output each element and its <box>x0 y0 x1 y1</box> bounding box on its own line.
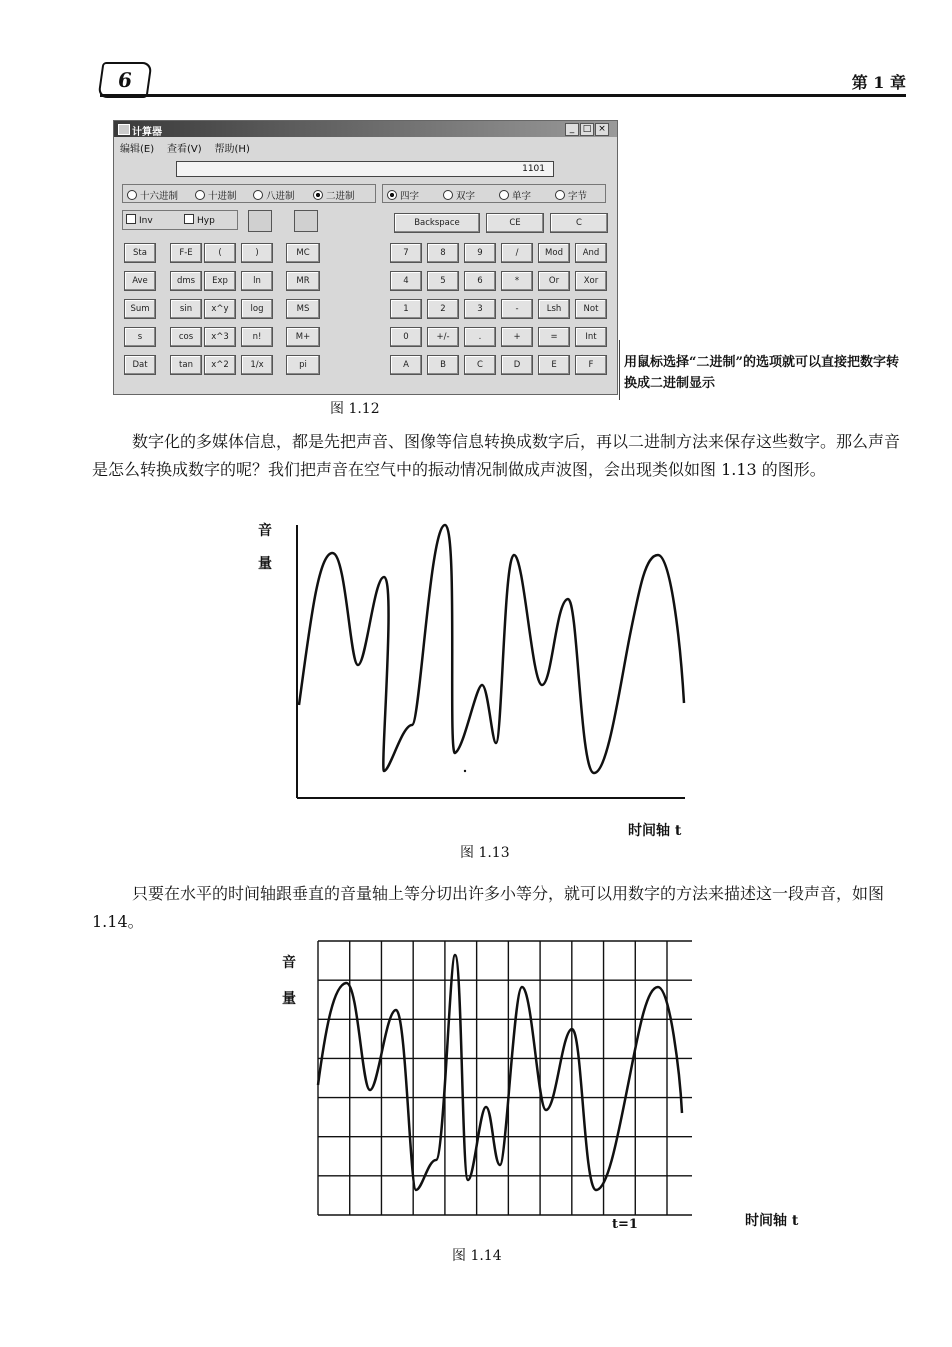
key-4[interactable]: 4 <box>390 271 422 291</box>
key-sin[interactable]: sin <box>170 299 202 319</box>
key-5[interactable]: 5 <box>427 271 459 291</box>
key-[interactable]: ( <box>204 243 236 263</box>
backspace-button[interactable]: Backspace <box>394 213 480 233</box>
c-button[interactable]: C <box>550 213 608 233</box>
key-ave[interactable]: Ave <box>124 271 156 291</box>
key-n[interactable]: n! <box>241 327 273 347</box>
radio-dec[interactable]: 十进制 <box>195 188 237 202</box>
key-and[interactable]: And <box>575 243 607 263</box>
figure-1-14-caption: 图 1.14 <box>452 1248 502 1264</box>
key-s[interactable]: s <box>124 327 156 347</box>
radio-byte[interactable]: 字节 <box>555 188 587 202</box>
key-sign[interactable]: +/- <box>427 327 459 347</box>
key-tan[interactable]: tan <box>170 355 202 375</box>
paragraph-1: 数字化的多媒体信息，都是先把声音、图像等信息转换成数字后，再以二进制方法来保存这些数字。那么声音是怎么转换成数字的呢？我们把声音在空气中的振动情况制做成声波图，会出现类似如图 1.13 的图形。 <box>92 432 901 479</box>
calculator-window <box>113 120 618 395</box>
calculator-titlebar <box>114 121 617 137</box>
key-pi[interactable]: pi <box>286 355 320 375</box>
checkbox-inv[interactable]: Inv <box>126 214 153 226</box>
key-or[interactable]: Or <box>538 271 570 291</box>
radio-word[interactable]: 单字 <box>499 188 531 202</box>
key-x-2[interactable]: x^2 <box>204 355 236 375</box>
fig14-xlabel: 时间轴 t <box>745 1213 799 1229</box>
key-b[interactable]: B <box>427 355 459 375</box>
calculator-app-icon <box>118 124 130 135</box>
key-multiply[interactable]: * <box>501 271 533 291</box>
key-3[interactable]: 3 <box>464 299 496 319</box>
fig14-ylabel-1: 音 <box>282 955 296 971</box>
key-2[interactable]: 2 <box>427 299 459 319</box>
close-button[interactable]: × <box>595 123 609 136</box>
fig14-grid <box>318 941 692 1215</box>
ce-button[interactable]: CE <box>486 213 544 233</box>
key-d[interactable]: D <box>501 355 533 375</box>
menu-view[interactable]: 查看(V) <box>167 144 202 155</box>
key-decimal[interactable]: . <box>464 327 496 347</box>
key-[interactable]: ) <box>241 243 273 263</box>
calculator-title: 计算器 <box>132 127 162 138</box>
key-x-y[interactable]: x^y <box>204 299 236 319</box>
key-plus[interactable]: + <box>501 327 533 347</box>
key-9[interactable]: 9 <box>464 243 496 263</box>
minimize-button[interactable]: _ <box>565 123 579 136</box>
key-int[interactable]: Int <box>575 327 607 347</box>
radio-oct[interactable]: 八进制 <box>253 188 295 202</box>
calculator-menubar <box>120 140 260 155</box>
key-1-x[interactable]: 1/x <box>241 355 273 375</box>
word-radio-group <box>382 184 606 203</box>
key-m[interactable]: M+ <box>286 327 320 347</box>
key-0[interactable]: 0 <box>390 327 422 347</box>
note-divider <box>619 340 620 400</box>
key-xor[interactable]: Xor <box>575 271 607 291</box>
memory-indicator <box>294 210 318 232</box>
key-c[interactable]: C <box>464 355 496 375</box>
key-ms[interactable]: MS <box>286 299 320 319</box>
figure-1-14-sampled-wave <box>300 935 700 1220</box>
key-sum[interactable]: Sum <box>124 299 156 319</box>
fig14-tick-label: t=1 <box>612 1217 638 1232</box>
fig14-ylabel-2: 量 <box>282 991 296 1007</box>
fig13-ylabel-1: 音 <box>258 523 272 539</box>
key-1[interactable]: 1 <box>390 299 422 319</box>
key-mc[interactable]: MC <box>286 243 320 263</box>
key-dat[interactable]: Dat <box>124 355 156 375</box>
key-dms[interactable]: dms <box>170 271 202 291</box>
maximize-button[interactable]: □ <box>580 123 594 136</box>
key-e[interactable]: E <box>538 355 570 375</box>
fig13-xlabel: 时间轴 t <box>628 823 682 839</box>
calculator-display: 1101 <box>176 161 554 177</box>
key-exp[interactable]: Exp <box>204 271 236 291</box>
key-f-e[interactable]: F-E <box>170 243 202 263</box>
header-rule <box>100 94 906 97</box>
key-equals[interactable]: = <box>538 327 570 347</box>
key-6[interactable]: 6 <box>464 271 496 291</box>
key-divide[interactable]: / <box>501 243 533 263</box>
key-x-3[interactable]: x^3 <box>204 327 236 347</box>
radio-qword[interactable]: 四字 <box>387 188 419 202</box>
figure-1-13-caption: 图 1.13 <box>460 845 510 861</box>
menu-edit[interactable]: 编辑(E) <box>120 144 155 155</box>
key-7[interactable]: 7 <box>390 243 422 263</box>
fig13-waveform <box>299 525 684 773</box>
radio-bin[interactable]: 二进制 <box>313 188 355 202</box>
key-ln[interactable]: ln <box>241 271 273 291</box>
fig13-ylabel-2: 量 <box>258 556 272 572</box>
paragraph-2: 只要在水平的时间轴跟垂直的音量轴上等分切出许多小等分，就可以用数字的方法来描述这一段声音，如图 1.14。 <box>92 884 885 931</box>
key-lsh[interactable]: Lsh <box>538 299 570 319</box>
figure-1-12-caption: 图 1.12 <box>330 401 380 417</box>
page-number: 6 <box>97 62 152 98</box>
figure-1-12-note: 用鼠标选择“二进制”的选项就可以直接把数字转换成二进制显示 <box>624 355 899 391</box>
radio-dword[interactable]: 双字 <box>443 188 475 202</box>
fig14-waveform <box>318 955 682 1190</box>
key-cos[interactable]: cos <box>170 327 202 347</box>
key-mr[interactable]: MR <box>286 271 320 291</box>
fig13-speck <box>464 770 466 772</box>
key-f[interactable]: F <box>575 355 607 375</box>
key-mod[interactable]: Mod <box>538 243 570 263</box>
base-radio-group <box>122 184 376 203</box>
key-a[interactable]: A <box>390 355 422 375</box>
paren-indicator <box>248 210 272 232</box>
key-minus[interactable]: - <box>501 299 533 319</box>
checkbox-hyp[interactable]: Hyp <box>184 214 215 226</box>
radio-hex[interactable]: 十六进制 <box>127 188 178 202</box>
menu-help[interactable]: 帮助(H) <box>214 144 250 155</box>
figure-1-13-wave <box>280 515 710 815</box>
key-sta[interactable]: Sta <box>124 243 156 263</box>
key-8[interactable]: 8 <box>427 243 459 263</box>
key-not[interactable]: Not <box>575 299 607 319</box>
key-log[interactable]: log <box>241 299 273 319</box>
chapter-label: 第 1 章 <box>851 73 906 92</box>
